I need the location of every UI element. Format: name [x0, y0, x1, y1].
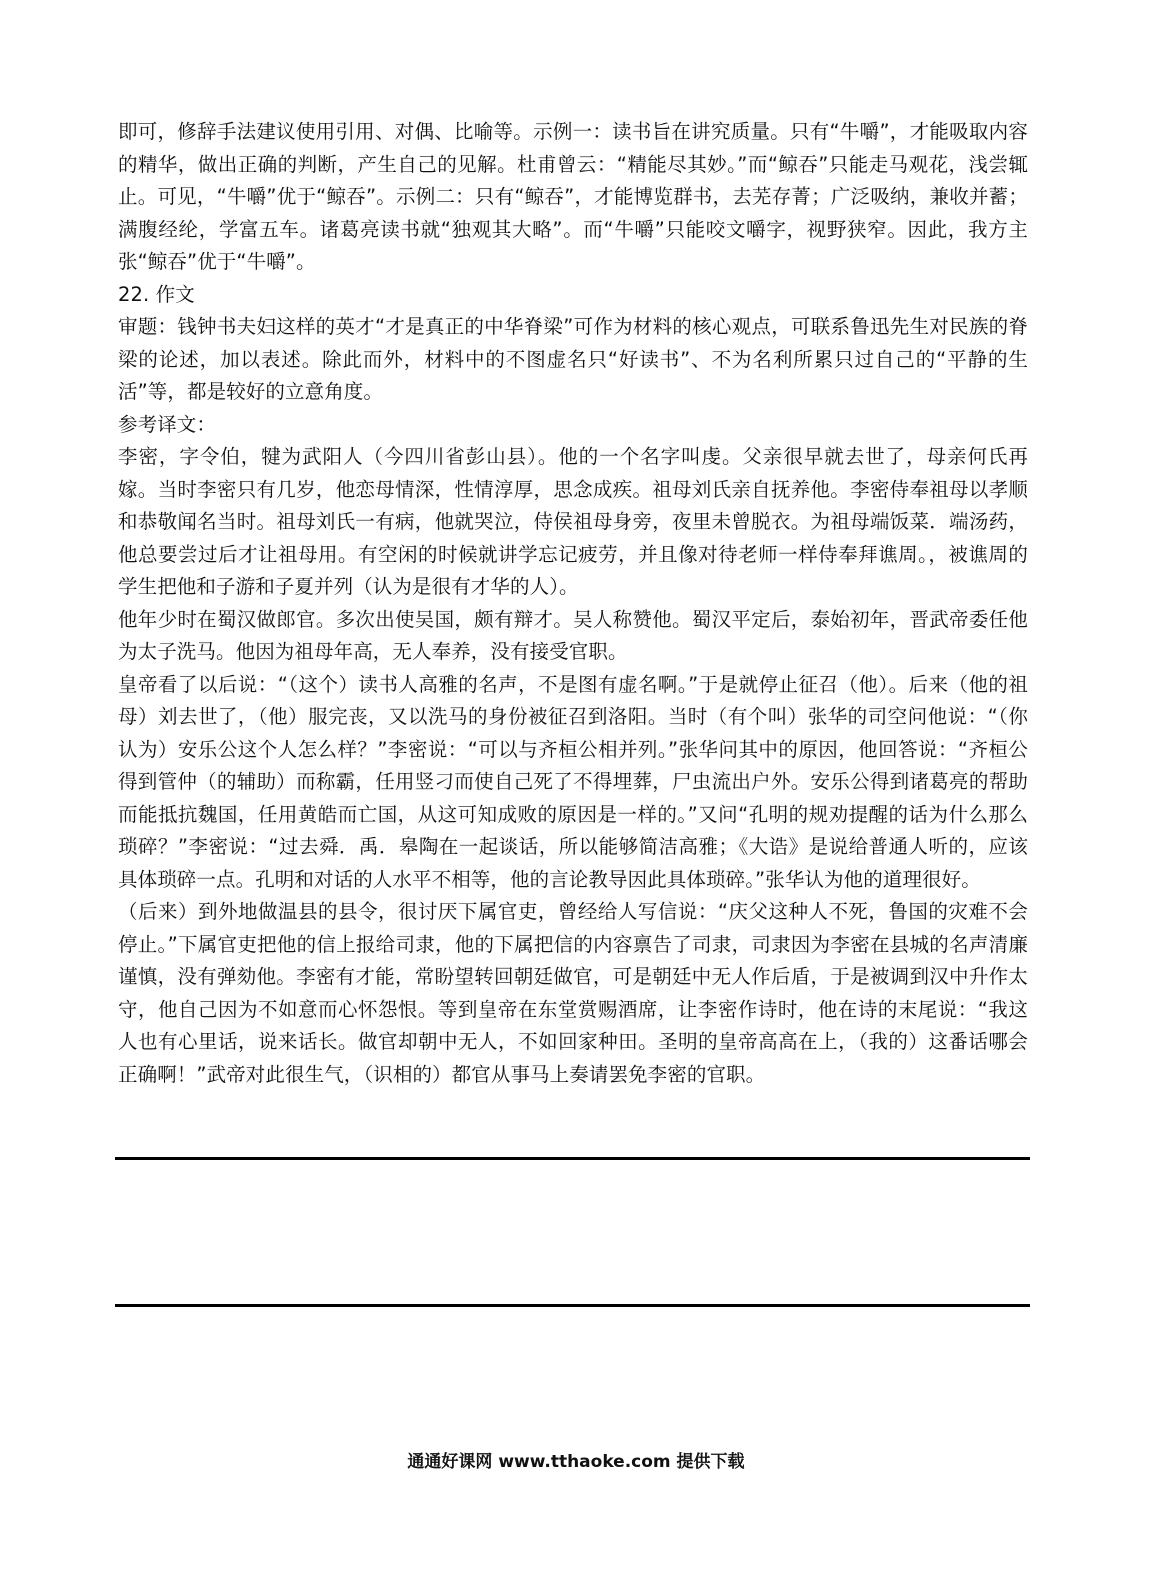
- section-heading-composition: 22. 作文: [118, 282, 195, 306]
- translation-paragraph: 皇帝看了以后说：“（这个）读书人高雅的名声，不是图有虚名啊。”于是就停止征召（他）。后来（他的祖母）刘去世了，（他）服完丧，又以洗马的身份被征召到洛阳。当时（有个叫）张华的司空问他说：“（你认为）安乐公这个人怎么样？”李密说：“可以与齐桓公相并列。”张华问其中的原因，他回答说：“齐桓公得到管仲（的辅助）而称霸，任用竖刁而使自己死了不得埋葬，尸虫流出户外。安乐公得到诸葛亮的帮助而能抵抗魏国，任用黄皓而亡国，从这可知成败的原因是一样的。”又问“孔明的规劝提醒的话为什么那么琐碎？”李密说：“过去舜．禹．皋陶在一起谈话，所以能够简洁高雅；《大诰》是说给普通人听的，应该具体琐碎一点。孔明和对话的人水平不相等，他的言论教导因此具体琐碎。”张华认为他的道理很好。: [118, 672, 1028, 891]
- horizontal-rule: [115, 1157, 1030, 1160]
- translation-paragraph: （后来）到外地做温县的县令，很讨厌下属官吏，曾经给人写信说：“庆父这种人不死，鲁国的灾难不会停止。”下属官吏把他的信上报给司隶，他的下属把信的内容禀告了司隶，司隶因为李密在县城的名声清廉谨慎，没有弹劾他。李密有才能，常盼望转回朝廷做官，可是朝廷中无人作后盾，于是被调到汉中升作太守，他自己因为不如意而心怀怨恨。等到皇帝在东堂赏赐酒席，让李密作诗时，他在诗的末尾说：“我这人也有心里话，说来话长。做官却朝中无人，不如回家种田。圣明的皇帝高高在上，（我的）这番话哪会正确啊！”武帝对此很生气，（识相的）都官从事马上奏请罢免李密的官职。: [118, 900, 1028, 1086]
- download-footer: 通通好课网 www.tthaoke.com 提供下载: [407, 1452, 745, 1472]
- horizontal-rule: [115, 1304, 1030, 1307]
- translation-paragraph: 他年少时在蜀汉做郎官。多次出使吴国，颇有辩才。吴人称赞他。蜀汉平定后，泰始初年，晋武帝委任他为太子洗马。他因为祖母年高，无人奉养，没有接受官职。: [118, 607, 1028, 663]
- document-body: [118, 116, 1028, 1091]
- translation-heading: 参考译文：: [118, 412, 217, 436]
- topic-analysis-paragraph: 审题：钱钟书夫妇这样的英才“才是真正的中华脊梁”可作为材料的核心观点，可联系鲁迅先生对民族的脊梁的论述，加以表述。除此而外，材料中的不图虚名只“好读书”、不为名利所累只过自己的“平静的生活”等，都是较好的立意角度。: [118, 315, 1028, 403]
- translation-paragraph: 李密，字令伯，犍为武阳人（今四川省彭山县）。他的一个名字叫虔。父亲很早就去世了，母亲何氏再嫁。当时李密只有几岁，他恋母情深，性情淳厚，思念成疾。祖母刘氏亲自抚养他。李密侍奉祖母以孝顺和恭敬闻名当时。祖母刘氏一有病，他就哭泣，侍侯祖母身旁，夜里未曾脱衣。为祖母端饭菜．端汤药，他总要尝过后才让祖母用。有空闲的时候就讲学忘记疲劳，并且像对待老师一样侍奉拜谯周。，被谯周的学生把他和子游和子夏并列（认为是很有才华的人）。: [118, 445, 1028, 598]
- answer-paragraph: 即可，修辞手法建议使用引用、对偶、比喻等。示例一：读书旨在讲究质量。只有“牛嚼”，才能吸取内容的精华，做出正确的判断，产生自己的见解。杜甫曾云：“精能尽其妙。”而“鲸吞”只能走马观花，浅尝辄止。可见，“牛嚼”优于“鲸吞”。示例二：只有“鲸吞”，才能博览群书，去芜存菁；广泛吸纳，兼收并蓄；满腹经纶，学富五车。诸葛亮读书就“独观其大略”。而“牛嚼”只能咬文嚼字，视野狭窄。因此，我方主张“鲸吞”优于“牛嚼”。: [118, 120, 1029, 273]
